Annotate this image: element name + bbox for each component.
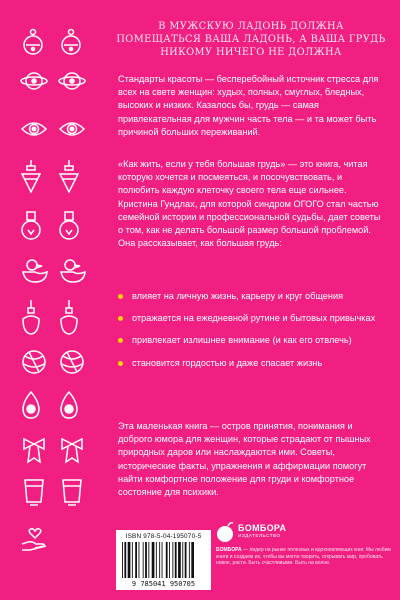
barcode-icon	[121, 542, 206, 580]
bullet-dot-icon	[118, 361, 123, 366]
icon-row-avocados	[0, 390, 100, 430]
publisher-logo	[216, 521, 287, 543]
icon-row-pendants	[0, 300, 100, 340]
balls-icon	[58, 348, 86, 376]
hand-heart-icon	[20, 524, 50, 554]
bullet-dot-icon	[118, 316, 123, 321]
icon-row-ducks	[0, 258, 100, 298]
isbn-label: ISBN 978-5-04-195070-5	[125, 533, 202, 540]
tagline-line-3: НИКОМУ НИЧЕГО НЕ ДОЛЖНА	[160, 47, 342, 58]
tagline-line-1: В МУЖСКУЮ ЛАДОНЬ ДОЛЖНА	[158, 21, 344, 32]
ornament-icon	[20, 160, 42, 194]
lightbulbs-icon	[20, 210, 42, 242]
ornament-icon	[58, 160, 80, 194]
eyes-icon	[58, 118, 86, 140]
publisher-subtitle: ИЗДАТЕЛЬСТВО	[238, 534, 281, 539]
barcode-number: 9 785041 950705	[131, 580, 196, 588]
intro-paragraph: Стандарты красоты — бесперебойный источник стресса для всех на свете женщин: худых, полных, смуглых, бледных, высоких и низких. Казалось бы, грудь — самая привлекательная для мужчин часть тела — и та может быть причиной больших переживаний.	[118, 74, 379, 137]
bullet-dot-icon	[118, 294, 123, 299]
bomb-icon	[216, 521, 234, 543]
icon-row-ornaments	[0, 160, 100, 200]
icon-row-hand-heart	[0, 524, 100, 564]
publisher-name: БОМБОРА	[238, 523, 287, 533]
bullet-dot-icon	[118, 338, 123, 343]
planets-icon	[20, 68, 48, 94]
pendant-icon	[58, 300, 80, 336]
bells-icon	[58, 28, 84, 56]
description-paragraph: «Как жить, если у тебя большая грудь» — это книга, читая которую хочется и посмеяться, и посочувствовать, и полюбить каждую клеточку своего тела еще сильнее. Кристина Гундлах, для которой синдром ОГОГО стал частью семейной истории и профессиональной судьбы, дает советы о том, как не делать большой размер большой проблемой. Она рассказывает, как большая грудь:	[118, 159, 381, 249]
icon-row-planets	[0, 68, 100, 108]
decorative-icons-column	[0, 0, 100, 600]
publisher-blurb-name: БОМБОРА	[216, 547, 242, 553]
ducks-icon	[20, 258, 50, 284]
cups-icon	[58, 478, 86, 508]
eyes-icon	[20, 118, 48, 140]
list-item	[118, 290, 388, 303]
bows-icon	[20, 436, 48, 464]
closing-paragraph: Эта маленькая книга — остров принятия, понимания и доброго юмора для женщин, которые страдают от пышных природных даров или наслаждаются ими. Советы, исторические факты, упражнения и аффирмации помогут найти комфортное положение для груди и комфортное состояние для психики.	[118, 421, 371, 498]
avocado-icon	[20, 390, 42, 420]
publisher-blurb	[216, 547, 391, 567]
tagline	[116, 20, 386, 59]
list-item-text: привлекает излишнее внимание (и как его отвлечь)	[132, 335, 352, 346]
list-item-text: влияет на личную жизнь, карьеру и круг общения	[132, 291, 344, 301]
publisher-blurb-text: — лидер на рынке полезных и вдохновляющих книг. Мы любим книги и создаем их, чтобы вы могли творить, открывать мир, пробовать новое, расти. Быть счастливыми. Быть на волне.	[216, 547, 391, 566]
pendant-icon	[20, 300, 42, 336]
barcode-block	[116, 530, 211, 590]
avocado-icon	[58, 390, 80, 420]
list-item	[118, 357, 388, 370]
ducks-icon	[58, 258, 88, 284]
lightbulbs-icon	[58, 210, 80, 242]
icon-row-eyes	[0, 118, 100, 158]
planets-icon	[58, 68, 86, 94]
list-item-text: становится гордостью и даже спасает жизнь	[132, 357, 323, 368]
icon-row-bells	[0, 28, 100, 68]
balls-icon	[20, 348, 48, 376]
icon-row-cups	[0, 478, 100, 518]
cups-icon	[20, 478, 48, 508]
bells-icon	[20, 28, 46, 56]
bullet-list	[118, 290, 388, 379]
tagline-line-2: ПОМЕЩАТЬСЯ ВАША ЛАДОНЬ, А ВАША ГРУДЬ	[116, 34, 386, 45]
icon-row-bows	[0, 436, 100, 476]
list-item	[118, 312, 388, 325]
bows-icon	[58, 436, 86, 464]
icon-row-balls	[0, 348, 100, 388]
list-item	[118, 334, 388, 347]
icon-row-lightbulbs	[0, 210, 100, 250]
list-item-text: отражается на ежедневной рутине и бытовых привычках	[132, 313, 376, 324]
